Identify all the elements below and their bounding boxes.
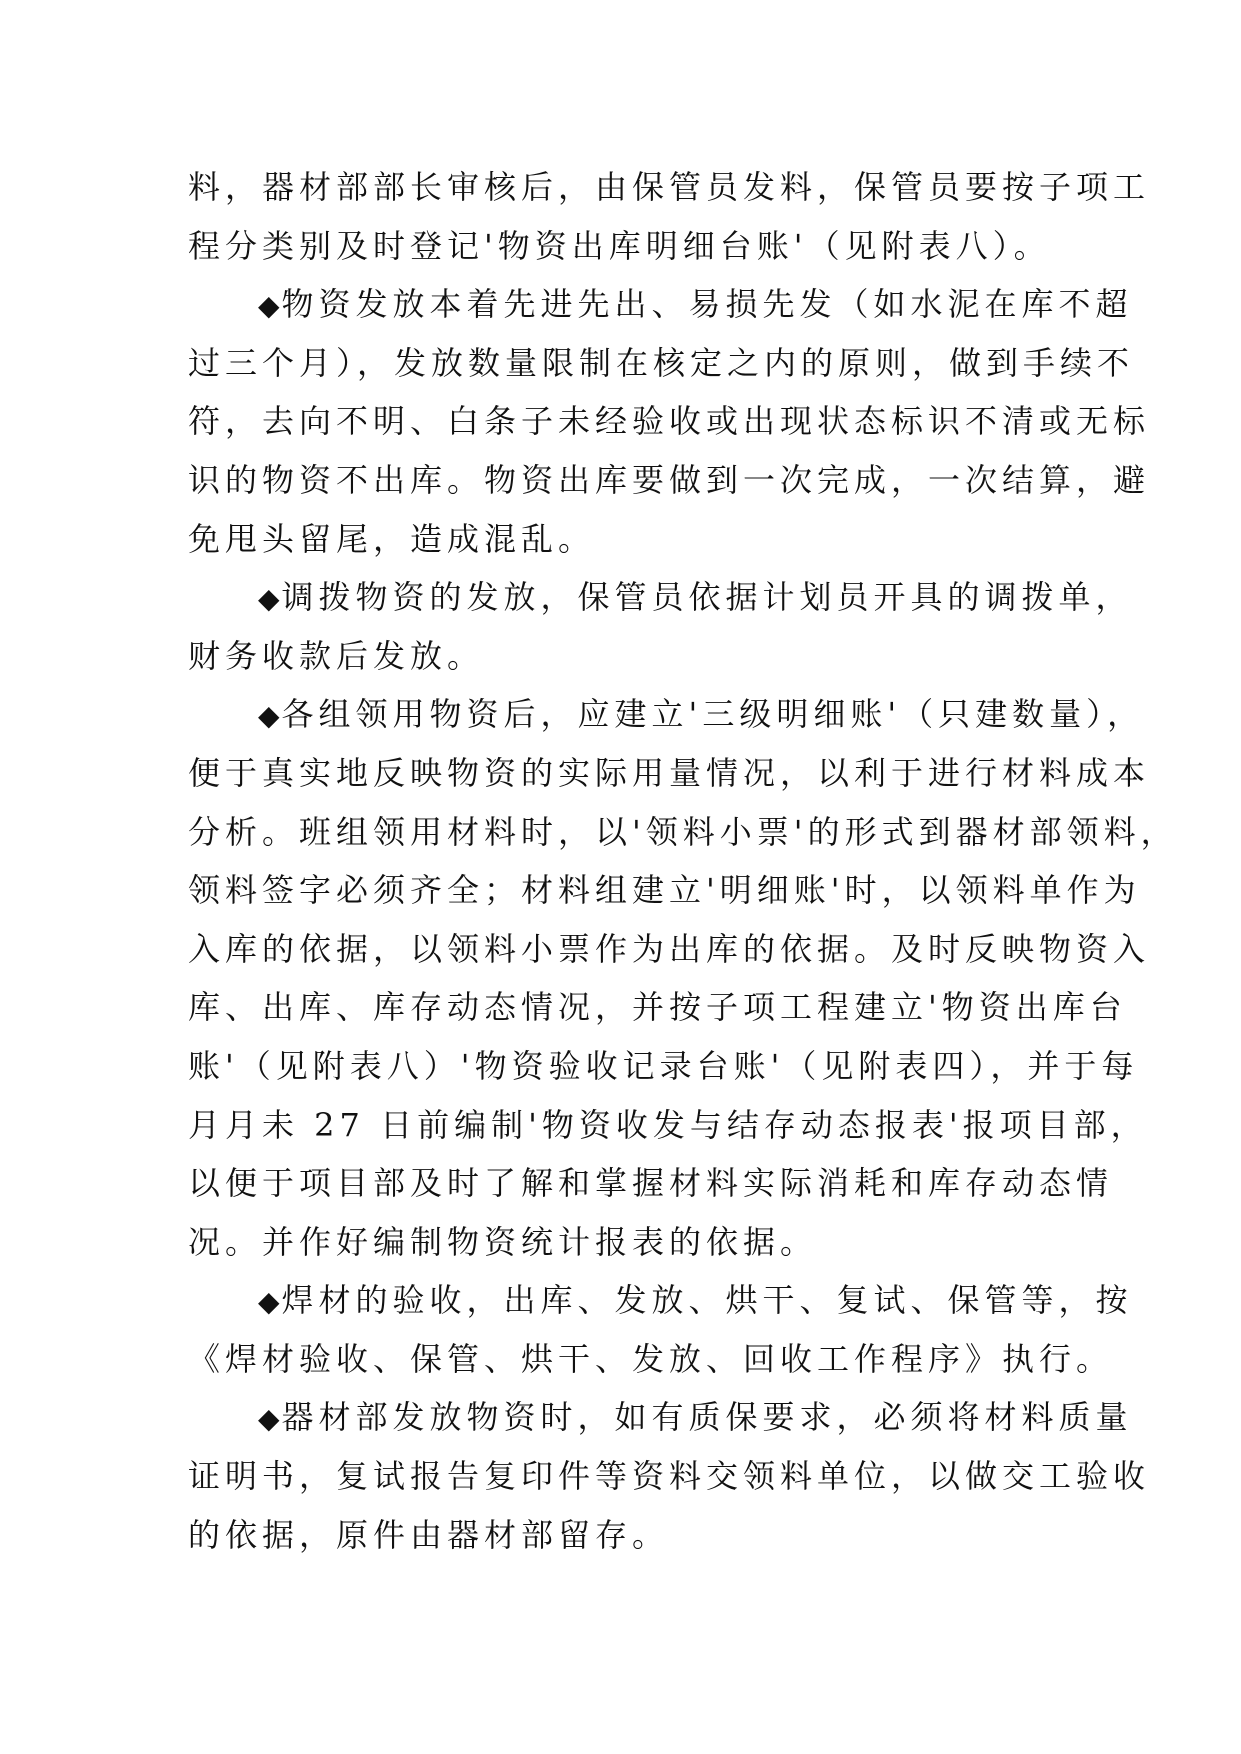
paragraph-6 [188,1388,1151,1564]
text-line: 程分类别及时登记'物资出库明细台账'（见附表八）。 [188,226,1051,265]
text-line: 《焊材验收、保管、烘干、发放、回收工作程序》执行。 [188,1339,1114,1378]
text-line: 物资发放本着先进先出、易损先发（如水泥在库不超 [281,285,1133,324]
text-line: 料，器材部部长审核后，由保管员发料，保管员要按子项工 [188,168,1151,206]
text-line: 领料签字必须齐全；材料组建立'明细账'时，以领料单作为 [188,871,1141,910]
bullet-line [188,275,1133,334]
text-line: 况。并作好编制物资统计报表的依据。 [188,1222,818,1261]
text-line: 财务收款后发放。 [188,636,485,675]
diamond-bullet-icon: ◆ [258,1402,282,1436]
bullet-line [188,1388,1133,1447]
text-line: 焊材的验收，出库、发放、烘干、复试、保管等，按 [281,1281,1133,1320]
diamond-bullet-icon: ◆ [258,699,282,733]
paragraph-2 [188,275,1151,568]
text-line: 入库的依据，以领料小票作为出库的依据。及时反映物资入 [188,929,1151,968]
text-line: 月月未 27 日前编制'物资收发与结存动态报表'报项目部， [188,1105,1148,1144]
text-line: 库、出库、库存动态情况，并按子项工程建立'物资出库台 [188,988,1127,1027]
paragraph-3 [188,568,1133,685]
diamond-bullet-icon: ◆ [258,582,282,616]
text-line: 过三个月），发放数量限制在核定之内的原则，做到手续不 [188,343,1135,382]
text-line: 各组领用物资后，应建立'三级明细账'（只建数量）， [281,695,1145,734]
paragraph-5 [188,1271,1133,1388]
text-line: 分析。班组领用材料时，以'领料小票'的形式到器材部领料， [188,812,1178,851]
text-line: 账'（见附表八）'物资验收记录台账'（见附表四），并于每 [188,1046,1139,1085]
text-line: 调拨物资的发放，保管员依据计划员开具的调拨单， [281,578,1133,617]
text-line: 符，去向不明、白条子未经验收或出现状态标识不清或无标 [188,402,1151,441]
diamond-bullet-icon: ◆ [258,1285,282,1319]
text-line: 器材部发放物资时，如有质保要求，必须将材料质量 [281,1398,1133,1437]
paragraph-1 [188,158,1151,275]
bullet-line [188,568,1133,627]
text-line: 识的物资不出库。物资出库要做到一次完成，一次结算，避 [188,460,1151,499]
paragraph-4 [188,685,1178,1271]
text-line: 的依据，原件由器材部留存。 [188,1515,670,1554]
bullet-line [188,685,1145,744]
bullet-line [188,1271,1133,1330]
diamond-bullet-icon: ◆ [258,289,282,323]
text-line: 证明书，复试报告复印件等资料交领料单位，以做交工验收 [188,1457,1151,1496]
document-body [188,158,1178,1564]
text-line: 便于真实地反映物资的实际用量情况，以利于进行材料成本 [188,753,1151,792]
text-line: 以便于项目部及时了解和掌握材料实际消耗和库存动态情 [188,1164,1114,1203]
text-line: 免甩头留尾，造成混乱。 [188,519,596,558]
